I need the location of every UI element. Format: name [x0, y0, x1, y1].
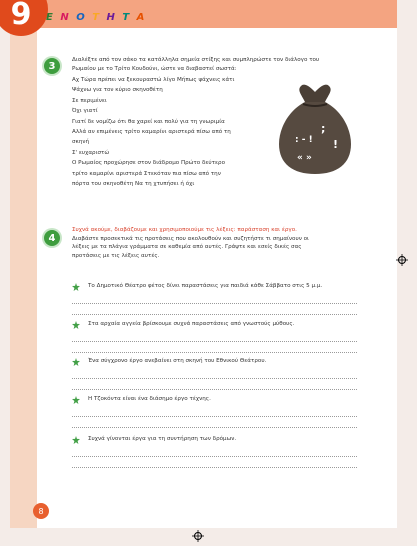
section-letter: Α [136, 12, 147, 23]
star-icon [72, 436, 80, 444]
star-icon [72, 321, 80, 329]
dialogue-line: Ο Ρωμαίος προχώρησε στον διάδρομο Πρώτο δεύτερο [72, 160, 226, 167]
dialogue-line: Αλλά αν επιμένεις τρίτο καμαρίνι αριστερά πίσω από τη [72, 129, 231, 136]
chapter-number-badge: 9 [0, 0, 48, 36]
sentence-5: Συχνά γίνονται έργα για τη συντήρηση των δρόμων. [88, 436, 237, 442]
star-icon [72, 396, 80, 404]
dialogue-line: Γιατί δε νομίζω ότι θα χαρεί και πολύ για τη γνωριμία [72, 118, 225, 125]
answer-line[interactable] [72, 467, 357, 468]
sentence-2: Στα αρχαία αγγεία βρίσκουμε συχνά παραστάσεις από γνωστούς μύθους. [88, 321, 295, 327]
section-letter: Ο [76, 12, 87, 23]
crop-mark-icon [192, 530, 204, 542]
dialogue-line: πόρτα του σκηνοθέτη Να τη χτυπήσει ή όχι [72, 181, 195, 188]
exercise-4-badge: 4 [44, 230, 60, 246]
answer-line[interactable] [72, 314, 357, 315]
left-band [10, 28, 37, 528]
section-letter: Ε [46, 12, 55, 23]
bag-mark: « » [297, 153, 312, 163]
sentence-1: Το Δημοτικό Θέατρο φέτος δίνει παραστάσεις για παιδιά κάθε Σάββατο στις 5 μ.μ. [88, 283, 323, 289]
instruction-line: λέξεις με τα πλάγια γράμματα σε καθεμία από αυτές. Γράψτε και εσείς δικές σας [72, 244, 302, 251]
answer-line[interactable] [72, 341, 357, 342]
answer-line[interactable] [72, 303, 357, 304]
dialogue-line: Σε περιμένει [72, 97, 107, 104]
exercise-3-badge: 3 [44, 58, 60, 74]
instruction-line: Διαβάστε προσεκτικά τις προτάσεις που ακολουθούν και συζητήστε τι σημαίνουν οι [72, 235, 309, 242]
answer-line[interactable] [72, 416, 357, 417]
section-label [46, 12, 146, 23]
dialogue-line: τρίτο καμαρίνι αριστερά Στεκόταν πια πίσω από την [72, 170, 221, 177]
dialogue-line: Ψάχνω για τον κύριο σκηνοθέτη [72, 87, 163, 94]
instruction-line: Ρωμαίου με το Τρίτο Κουδούνι, ώστε να διαβαστεί σωστά: [72, 65, 237, 72]
section-letter: Τ [92, 12, 102, 23]
exercise-4-heading: Συχνά ακούμε, διαβάζουμε και χρησιμοποιούμε τις λέξεις: παράσταση και έργο. [72, 227, 297, 233]
instruction-line: Διαλέξτε από τον σάκο τα κατάλληλα σημεία στίξης και συμπληρώστε τον διάλογο του [72, 57, 320, 63]
punctuation-sack-illustration [275, 80, 355, 176]
answer-line[interactable] [72, 427, 357, 428]
section-letter: Η [106, 12, 117, 23]
answer-line[interactable] [72, 378, 357, 379]
crop-mark-icon [396, 254, 408, 266]
page-number: 8 [33, 503, 49, 519]
instruction-line: προτάσεις με τις λέξεις αυτές. [72, 252, 160, 259]
exercise-3-instruction [72, 56, 372, 73]
answer-line[interactable] [72, 352, 357, 353]
answer-line[interactable] [72, 389, 357, 390]
exercise-4-instruction [72, 226, 372, 260]
dialogue-line: Όχι γιατί [72, 108, 98, 115]
bag-mark: ! [333, 138, 339, 151]
dialogue-line: Αχ Τώρα πρέπει να ξεκουραστώ λίγο Μήπως ψάχνεις κάτι [72, 77, 235, 83]
star-icon [72, 283, 80, 291]
section-letter: Τ [122, 12, 132, 23]
sentence-4: Η Τζοκόντα είναι ένα διάσημο έργο τέχνης. [88, 396, 211, 402]
star-icon [72, 358, 80, 366]
dialogue-line: σκηνή [72, 139, 90, 146]
answer-line[interactable] [72, 456, 357, 457]
sentence-3: Ένα σύγχρονο έργο ανεβαίνει στη σκηνή του Εθνικού Θεάτρου. [88, 358, 267, 364]
exercise-3-dialogue [72, 75, 272, 189]
bag-mark: ; [321, 122, 326, 135]
dialogue-line: Σ' ευχαριστώ [72, 149, 110, 156]
section-letter: Ν [60, 12, 71, 23]
bag-mark: : - ! [295, 135, 313, 145]
